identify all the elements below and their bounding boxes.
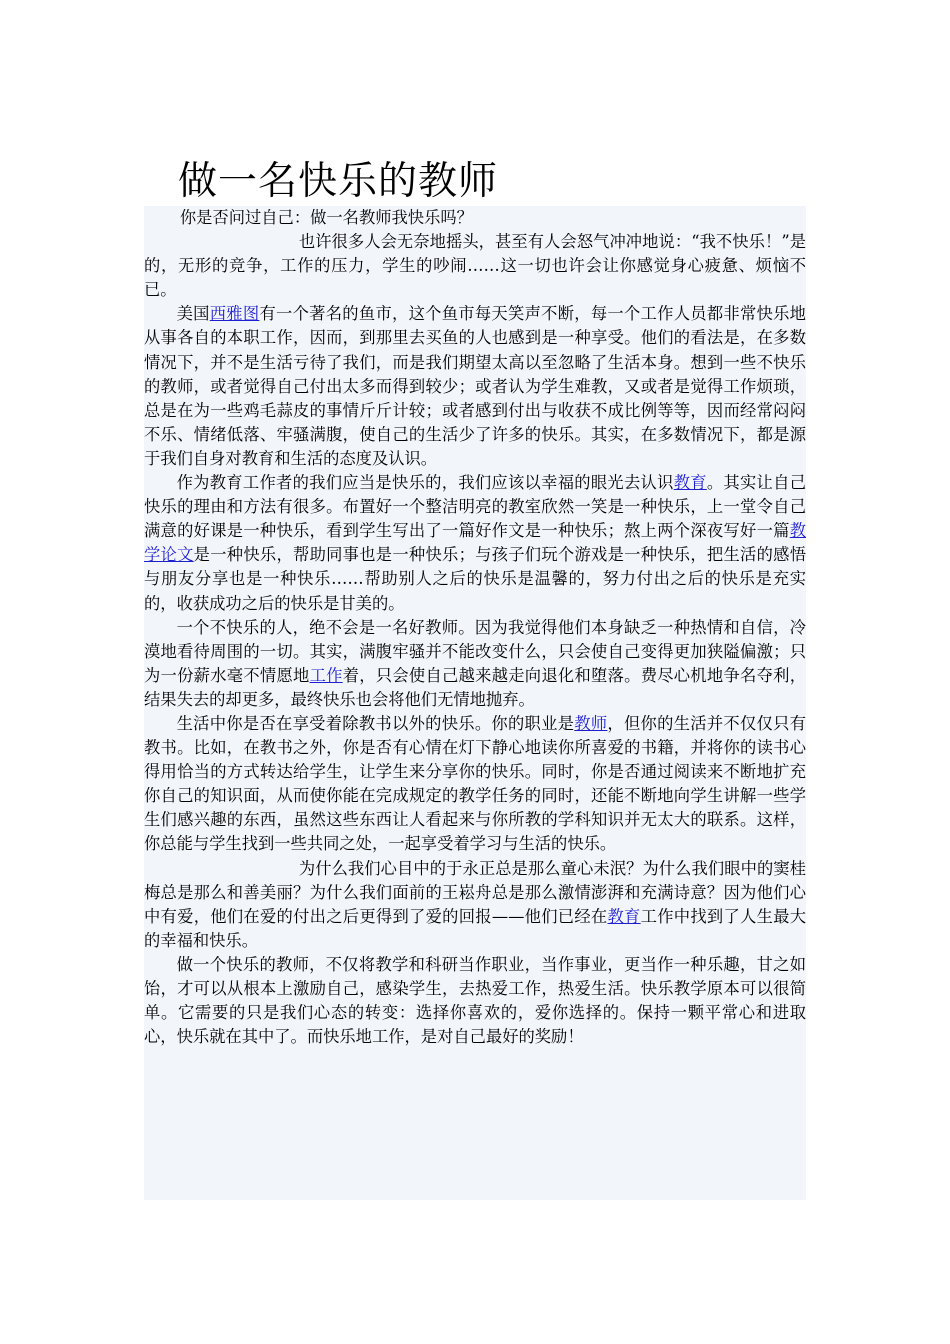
article-body	[144, 206, 806, 1200]
paragraph-1-text: 你是否问过自己：做一名教师我快乐吗？	[179, 208, 473, 227]
paragraph-2-text: 也许很多人会无奈地摇头，甚至有人会怒气冲冲地说：“我不快乐！”是的，无形的竞争，工作的压力，学生的吵闹……这一切也许会让你感觉身心疲惫、烦恼不已。	[144, 232, 806, 300]
paragraph-1	[144, 206, 806, 230]
paragraph-6-text-b: ，但你的生活并不仅仅只有教书。比如，在教书之外，你是否有心情在灯下静心地读你所喜爱的书籍，并将你的读书心得用恰当的方式转达给学生，让学生来分享你的快乐。同时，你是否通过阅读来不断地扩充你自己的知识面，从而使你能在完成规定的教学任务的同时，还能不断地向学生讲解一些学生们感兴趣的东西，虽然这些东西让人看起来与你所教的学科知识并无太大的联系。这样，你总能与学生找到一些共同之处，一起享受着学习与生活的快乐。	[144, 713, 806, 854]
link-seattle[interactable]: 西雅图	[209, 304, 260, 324]
paragraph-5-text-b: 着，只会使自己越来越走向退化和堕落。费尽心机地争名夺利，结果失去的却更多，最终快乐也会将他们无情地抛弃。	[144, 665, 806, 709]
paragraph-7	[144, 857, 806, 953]
paragraph-4-text-b: 。其实让自己快乐的理由和方法有很多。布置好一个整洁明亮的教室欣然一笑是一种快乐，上一堂令自己满意的好课是一种快乐，看到学生写出了一篇好作文是一种快乐；熬上两个深夜写好一篇	[144, 473, 806, 541]
paragraph-4-text-c: 是一种快乐，帮助同事也是一种快乐；与孩子们玩个游戏是一种快乐，把生活的感悟与朋友分享也是一种快乐……帮助别人之后的快乐是温馨的，努力付出之后的快乐是充实的，收获成功之后的快乐是甘美的。	[144, 545, 806, 613]
link-work[interactable]: 工作	[309, 665, 343, 685]
paragraph-8-text: 做一个快乐的教师，不仅将教学和科研当作职业，当作事业，更当作一种乐趣，甘之如饴，才可以从根本上激励自己，感染学生，去热爱工作，热爱生活。快乐教学原本可以很简单。它需要的只是我们心态的转变：选择你喜欢的，爱你选择的。保持一颗平常心和进取心，快乐就在其中了。而快乐地工作，是对自己最好的奖励！	[144, 954, 806, 1047]
paragraph-6-text-a: 生活中你是否在享受着除教书以外的快乐。你的职业是	[176, 713, 575, 733]
link-teaching-paper[interactable]: 教学论文	[144, 521, 806, 565]
link-education[interactable]: 教育	[673, 473, 707, 493]
link-education-2[interactable]: 教育	[607, 906, 641, 926]
paragraph-3	[144, 302, 806, 471]
paragraph-3-text-b: 有一个著名的鱼市，这个鱼市每天笑声不断，每一个工作人员都非常快乐地从事各自的本职工作，因而，到那里去买鱼的人也感到是一种享受。他们的看法是，在多数情况下，并不是生活亏待了我们，而是我们期望太高以至忽略了生活本身。想到一些不快乐的教师，或者觉得自己付出太多而得到较少；或者认为学生难教，又或者是觉得工作烦琐，总是在为一些鸡毛蒜皮的事情斤斤计较；或者感到付出与收获不成比例等等，因而经常闷闷不乐、情绪低落、牢骚满腹，使自己的生活少了许多的快乐。其实，在多数情况下，都是源于我们自身对教育和生活的态度及认识。	[144, 304, 806, 468]
page-title: 做一名快乐的教师	[178, 159, 499, 204]
link-teacher[interactable]: 教师	[574, 713, 608, 733]
paragraph-6	[144, 712, 806, 857]
paragraph-8	[144, 953, 806, 1049]
paragraph-7-text-b: 工作中找到了人生最大的幸福和快乐。	[144, 906, 806, 950]
paragraph-5-text-a: 一个不快乐的人，绝不会是一名好教师。因为我觉得他们本身缺乏一种热情和自信，冷漠地看待周围的一切。其实，满腹牢骚并不能改变什么，只会使自己变得更加狭隘偏激；只为一份薪水毫不情愿地	[144, 617, 806, 685]
paragraph-4-text-a: 作为教育工作者的我们应当是快乐的，我们应该以幸福的眼光去认识	[176, 473, 674, 493]
paragraph-2	[144, 230, 806, 302]
paragraph-3-text-a: 美国	[176, 304, 210, 324]
paragraph-5	[144, 616, 806, 712]
paragraph-7-text-a: 为什么我们心目中的于永正总是那么童心未泯？为什么我们眼中的窦桂梅总是那么和善美丽？为什么我们面前的王崧舟总是那么激情澎湃和充满诗意？因为他们心中有爱，他们在爱的付出之后更得到了爱的回报——他们已经在	[144, 858, 806, 926]
paragraph-4	[144, 471, 806, 616]
